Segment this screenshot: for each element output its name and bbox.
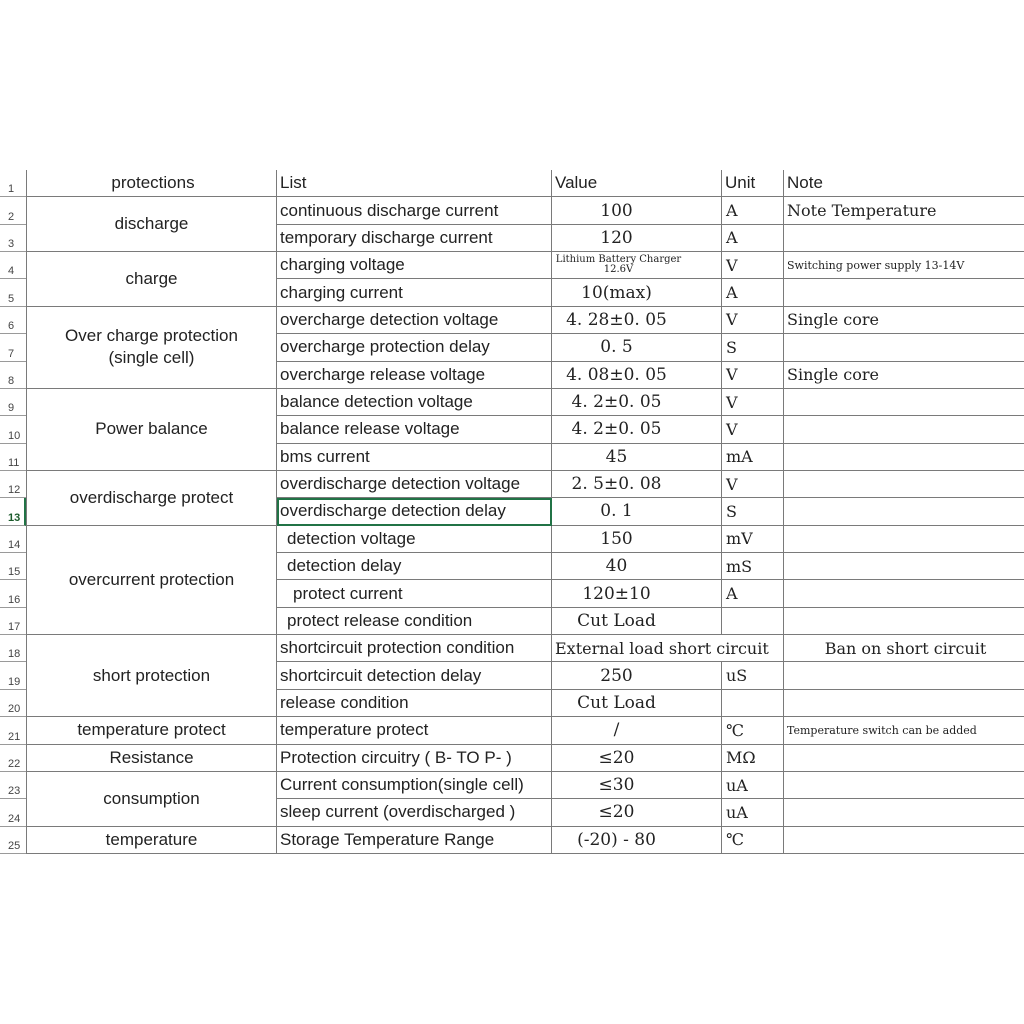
row-number[interactable]: 21: [0, 717, 26, 744]
header-list[interactable]: List: [277, 170, 552, 197]
row-number[interactable]: 19: [0, 662, 26, 689]
row-number[interactable]: 25: [0, 827, 26, 854]
note-cell[interactable]: [784, 772, 1024, 799]
unit-cell[interactable]: A: [722, 197, 784, 224]
list-cell[interactable]: overdischarge detection voltage: [277, 471, 552, 498]
list-cell[interactable]: balance detection voltage: [277, 389, 552, 416]
header-protections[interactable]: protections: [26, 170, 277, 197]
value-cell[interactable]: 0. 1: [552, 498, 722, 525]
row-number[interactable]: 2: [0, 197, 26, 224]
group-resistance[interactable]: Resistance: [26, 745, 277, 772]
selected-cell[interactable]: overdischarge detection delay: [277, 498, 552, 525]
value-cell[interactable]: 40: [552, 553, 722, 580]
value-cell[interactable]: 150: [552, 526, 722, 553]
unit-cell[interactable]: A: [722, 279, 784, 306]
unit-cell[interactable]: mS: [722, 553, 784, 580]
list-cell[interactable]: charging current: [277, 279, 552, 306]
value-cell[interactable]: 120: [552, 225, 722, 252]
unit-cell[interactable]: uA: [722, 772, 784, 799]
list-cell[interactable]: sleep current (overdischarged ): [277, 799, 552, 826]
group-power-balance[interactable]: Power balance: [26, 389, 277, 471]
group-consumption[interactable]: consumption: [26, 772, 277, 827]
value-cell[interactable]: 45: [552, 444, 722, 471]
group-charge[interactable]: charge: [26, 252, 277, 307]
unit-cell[interactable]: V: [722, 307, 784, 334]
list-cell[interactable]: shortcircuit protection condition: [277, 635, 552, 662]
value-cell[interactable]: ≤20: [552, 745, 722, 772]
value-cell[interactable]: ≤30: [552, 772, 722, 799]
list-cell[interactable]: release condition: [277, 690, 552, 717]
list-cell[interactable]: bms current: [277, 444, 552, 471]
row-number[interactable]: 10: [0, 416, 26, 443]
list-cell[interactable]: protect release condition: [277, 608, 552, 635]
note-cell[interactable]: [784, 608, 1024, 635]
value-cell[interactable]: External load short circuit: [552, 635, 722, 662]
header-note[interactable]: Note: [784, 170, 1024, 197]
row-number[interactable]: 14: [0, 526, 26, 553]
row-number[interactable]: 12: [0, 471, 26, 498]
row-number[interactable]: 5: [0, 279, 26, 306]
unit-cell[interactable]: mA: [722, 444, 784, 471]
unit-cell[interactable]: V: [722, 362, 784, 389]
list-cell[interactable]: Storage Temperature Range: [277, 827, 552, 854]
value-cell[interactable]: 250: [552, 662, 722, 689]
value-cell[interactable]: 4. 2±0. 05: [552, 416, 722, 443]
group-temperature[interactable]: temperature: [26, 827, 277, 854]
unit-cell[interactable]: A: [722, 225, 784, 252]
value-cell[interactable]: Lithium Battery Charger 12.6V: [552, 252, 722, 279]
row-number[interactable]: 6: [0, 307, 26, 334]
note-cell[interactable]: [784, 799, 1024, 826]
group-short-protection[interactable]: short protection: [26, 635, 277, 717]
note-cell[interactable]: [784, 471, 1024, 498]
unit-cell[interactable]: V: [722, 416, 784, 443]
row-number[interactable]: 24: [0, 799, 26, 826]
unit-cell[interactable]: uS: [722, 662, 784, 689]
value-cell[interactable]: 10(max): [552, 279, 722, 306]
value-cell[interactable]: 120±10: [552, 580, 722, 607]
value-cell[interactable]: 4. 2±0. 05: [552, 389, 722, 416]
value-cell[interactable]: Cut Load: [552, 608, 722, 635]
header-value[interactable]: Value: [552, 170, 722, 197]
group-overcurrent-protection[interactable]: overcurrent protection: [26, 526, 277, 635]
note-cell[interactable]: [784, 553, 1024, 580]
unit-cell[interactable]: A: [722, 580, 784, 607]
unit-cell[interactable]: [722, 690, 784, 717]
list-cell[interactable]: detection delay: [277, 553, 552, 580]
value-cell[interactable]: 100: [552, 197, 722, 224]
note-cell[interactable]: Single core: [784, 307, 1024, 334]
value-cell[interactable]: 0. 5: [552, 334, 722, 361]
note-cell[interactable]: [784, 389, 1024, 416]
note-cell[interactable]: [784, 334, 1024, 361]
note-cell[interactable]: Ban on short circuit: [784, 635, 1024, 662]
unit-cell[interactable]: MΩ: [722, 745, 784, 772]
value-cell[interactable]: ≤20: [552, 799, 722, 826]
row-number[interactable]: 7: [0, 334, 26, 361]
list-cell[interactable]: overcharge detection voltage: [277, 307, 552, 334]
row-number[interactable]: 18: [0, 635, 26, 662]
list-cell[interactable]: detection voltage: [277, 526, 552, 553]
unit-cell[interactable]: ℃: [722, 717, 784, 744]
note-cell[interactable]: [784, 416, 1024, 443]
unit-cell[interactable]: uA: [722, 799, 784, 826]
group-overdischarge-protect[interactable]: overdischarge protect: [26, 471, 277, 526]
note-cell[interactable]: [784, 690, 1024, 717]
group-discharge[interactable]: discharge: [26, 197, 277, 252]
list-cell[interactable]: Current consumption(single cell): [277, 772, 552, 799]
unit-cell[interactable]: V: [722, 389, 784, 416]
spreadsheet-grid: [0, 170, 1024, 854]
row-number[interactable]: 11: [0, 444, 26, 471]
list-cell[interactable]: continuous discharge current: [277, 197, 552, 224]
note-cell[interactable]: [784, 498, 1024, 525]
row-number-active[interactable]: 13: [0, 498, 26, 525]
value-cell[interactable]: Cut Load: [552, 690, 722, 717]
value-cell[interactable]: /: [552, 717, 722, 744]
row-number[interactable]: 17: [0, 608, 26, 635]
value-cell[interactable]: (-20) - 80: [552, 827, 722, 854]
unit-cell[interactable]: [722, 608, 784, 635]
unit-cell[interactable]: S: [722, 498, 784, 525]
unit-cell[interactable]: ℃: [722, 827, 784, 854]
row-number[interactable]: 9: [0, 389, 26, 416]
unit-cell[interactable]: S: [722, 334, 784, 361]
list-cell[interactable]: temperature protect: [277, 717, 552, 744]
row-number[interactable]: 20: [0, 690, 26, 717]
note-cell[interactable]: Note Temperature: [784, 197, 1024, 224]
value-cell[interactable]: 4. 08±0. 05: [552, 362, 722, 389]
list-cell[interactable]: overcharge release voltage: [277, 362, 552, 389]
list-cell[interactable]: balance release voltage: [277, 416, 552, 443]
value-cell[interactable]: 4. 28±0. 05: [552, 307, 722, 334]
unit-cell[interactable]: V: [722, 252, 784, 279]
note-cell[interactable]: Switching power supply 13-14V: [784, 252, 1024, 279]
note-cell[interactable]: [784, 745, 1024, 772]
note-cell[interactable]: [784, 580, 1024, 607]
list-cell[interactable]: overcharge protection delay: [277, 334, 552, 361]
row-number[interactable]: 1: [0, 170, 26, 197]
unit-cell[interactable]: V: [722, 471, 784, 498]
list-cell[interactable]: charging voltage: [277, 252, 552, 279]
list-cell[interactable]: shortcircuit detection delay: [277, 662, 552, 689]
row-number[interactable]: 23: [0, 772, 26, 799]
row-number[interactable]: 15: [0, 553, 26, 580]
group-overcharge-protection[interactable]: Over charge protection (single cell): [26, 307, 277, 389]
row-number[interactable]: 16: [0, 580, 26, 607]
note-cell[interactable]: Temperature switch can be added: [784, 717, 1024, 744]
row-number[interactable]: 22: [0, 745, 26, 772]
group-temperature-protect[interactable]: temperature protect: [26, 717, 277, 744]
list-cell[interactable]: Protection circuitry ( B- TO P- ): [277, 745, 552, 772]
list-cell[interactable]: temporary discharge current: [277, 225, 552, 252]
note-cell[interactable]: [784, 526, 1024, 553]
row-number[interactable]: 8: [0, 362, 26, 389]
row-number[interactable]: 3: [0, 225, 26, 252]
note-cell[interactable]: [784, 444, 1024, 471]
row-number[interactable]: 4: [0, 252, 26, 279]
value-cell[interactable]: 2. 5±0. 08: [552, 471, 722, 498]
note-cell[interactable]: [784, 662, 1024, 689]
unit-cell[interactable]: mV: [722, 526, 784, 553]
note-cell[interactable]: Single core: [784, 362, 1024, 389]
list-cell[interactable]: protect current: [277, 580, 552, 607]
note-cell[interactable]: [784, 827, 1024, 854]
header-unit[interactable]: Unit: [722, 170, 784, 197]
note-cell[interactable]: [784, 279, 1024, 306]
note-cell[interactable]: [784, 225, 1024, 252]
